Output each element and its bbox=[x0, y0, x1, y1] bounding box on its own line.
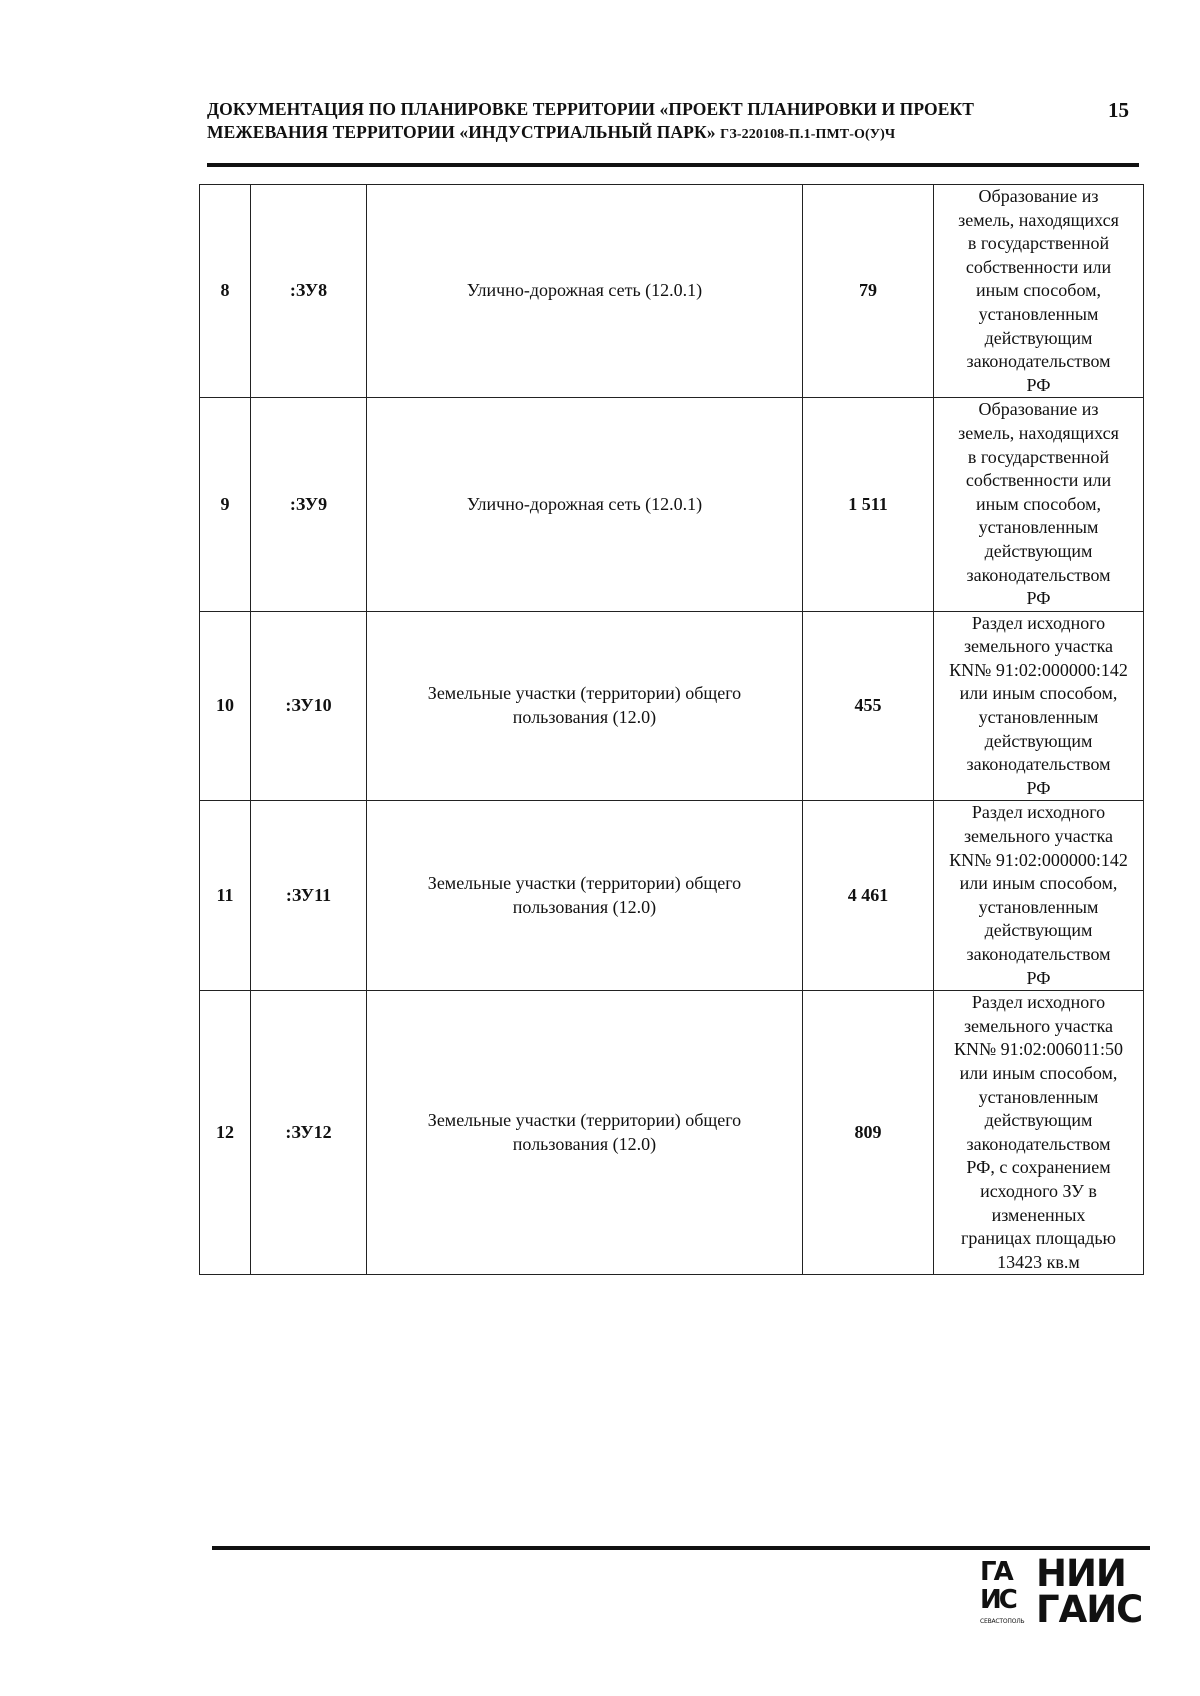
permitted-use-cell-line: пользования (12.0) bbox=[512, 1133, 657, 1154]
formation-method-cell bbox=[934, 398, 1144, 611]
formation-method-cell-line: РФ bbox=[1026, 777, 1051, 798]
permitted-use-cell bbox=[367, 398, 803, 611]
document-title-line-2-text: МЕЖЕВАНИЯ ТЕРРИТОРИИ «ИНДУСТРИАЛЬНЫЙ ПАРК» bbox=[207, 122, 716, 142]
area-cell: 79 bbox=[803, 185, 934, 398]
document-title-line-2 bbox=[207, 121, 1067, 146]
plot-code-cell: :ЗУ10 bbox=[251, 611, 367, 801]
table-body bbox=[200, 185, 1144, 1275]
document-title bbox=[207, 98, 1067, 146]
plot-code-cell: :ЗУ8 bbox=[251, 185, 367, 398]
table-row bbox=[200, 991, 1144, 1275]
plot-code-cell: :ЗУ11 bbox=[251, 801, 367, 991]
formation-method-cell-line: установленным bbox=[978, 1086, 1099, 1107]
logo-text bbox=[1036, 1552, 1150, 1631]
formation-method-cell-line: действующим bbox=[984, 1110, 1093, 1131]
permitted-use-cell-line: Земельные участки (территории) общего bbox=[427, 1110, 742, 1131]
formation-method-cell-line: законодательством bbox=[966, 564, 1111, 585]
formation-method-cell-line: действующим bbox=[984, 327, 1093, 348]
formation-method-cell-line: земельного участка bbox=[963, 1015, 1114, 1036]
footer-divider bbox=[212, 1546, 1150, 1550]
formation-method-cell-line: исходного ЗУ в bbox=[980, 1180, 1097, 1201]
formation-method-cell-line: законодательством bbox=[966, 754, 1111, 775]
formation-method-cell bbox=[934, 185, 1144, 398]
formation-method-cell-line: установленным bbox=[978, 517, 1099, 538]
formation-method-cell-line: земельного участка bbox=[963, 636, 1114, 657]
formation-method-cell-line: земельного участка bbox=[963, 826, 1114, 847]
formation-method-cell-line: РФ bbox=[1026, 967, 1051, 988]
table-row bbox=[200, 398, 1144, 611]
table-row bbox=[200, 801, 1144, 991]
permitted-use-cell-line: Земельные участки (территории) общего bbox=[427, 683, 742, 704]
formation-method-cell-line: или иным способом, bbox=[959, 873, 1118, 894]
formation-method-cell-line: установленным bbox=[978, 707, 1099, 728]
logo-caption: СЕВАСТОПОЛЬ bbox=[980, 1618, 1025, 1625]
permitted-use-cell bbox=[367, 801, 803, 991]
formation-method-cell-line: измененных bbox=[991, 1204, 1086, 1225]
area-cell: 455 bbox=[803, 611, 934, 801]
area-cell: 1 511 bbox=[803, 398, 934, 611]
permitted-use-cell-line: Улично-дорожная сеть (12.0.1) bbox=[466, 280, 703, 301]
plot-code-cell: :ЗУ12 bbox=[251, 991, 367, 1275]
nii-gais-logo bbox=[980, 1552, 1150, 1631]
formation-method-cell bbox=[934, 991, 1144, 1275]
permitted-use-cell-line: Улично-дорожная сеть (12.0.1) bbox=[466, 493, 703, 514]
formation-method-cell-line: собственности или bbox=[965, 470, 1112, 491]
header-divider bbox=[207, 163, 1139, 167]
formation-method-cell-line: Образование из bbox=[978, 399, 1099, 420]
formation-method-cell-line: установленным bbox=[978, 303, 1099, 324]
formation-method-cell-line: иным способом, bbox=[975, 280, 1101, 301]
formation-method-cell-line: или иным способом, bbox=[959, 683, 1118, 704]
row-number-cell: 8 bbox=[200, 185, 251, 398]
logo-mark-top: ГА bbox=[980, 1557, 1011, 1587]
document-code: ГЗ-220108-П.1-ПМТ-О(У)Ч bbox=[720, 127, 896, 142]
formation-method-cell-line: земель, находящихся bbox=[958, 422, 1119, 443]
formation-method-cell-line: собственности или bbox=[965, 256, 1112, 277]
area-cell: 809 bbox=[803, 991, 934, 1275]
formation-method-cell-line: Раздел исходного bbox=[971, 992, 1106, 1013]
formation-method-cell-line: действующим bbox=[984, 730, 1093, 751]
formation-method-cell-line: установленным bbox=[978, 896, 1099, 917]
formation-method-cell-line: КN№ 91:02:000000:142 bbox=[949, 849, 1128, 870]
table-row bbox=[200, 185, 1144, 398]
permitted-use-cell-line: Земельные участки (территории) общего bbox=[427, 873, 742, 894]
row-number-cell: 12 bbox=[200, 991, 251, 1275]
permitted-use-cell bbox=[367, 611, 803, 801]
logo-mark-bottom: ИС bbox=[980, 1585, 1015, 1615]
document-title-line-1: ДОКУМЕНТАЦИЯ ПО ПЛАНИРОВКЕ ТЕРРИТОРИИ «ПРОЕКТ ПЛАНИРОВКИ И ПРОЕКТ bbox=[207, 99, 975, 119]
logo-text-line-1: НИИ bbox=[1036, 1552, 1126, 1595]
formation-method-cell-line: КN№ 91:02:006011:50 bbox=[953, 1039, 1123, 1060]
permitted-use-cell-line: пользования (12.0) bbox=[512, 896, 657, 917]
formation-method-cell-line: в государственной bbox=[967, 233, 1110, 254]
logo-mark bbox=[980, 1558, 1030, 1622]
formation-method-cell-line: земель, находящихся bbox=[958, 209, 1119, 230]
formation-method-cell-line: Раздел исходного bbox=[971, 802, 1106, 823]
table-row bbox=[200, 611, 1144, 801]
page-number: 15 bbox=[1108, 98, 1129, 122]
formation-method-cell-line: РФ bbox=[1026, 374, 1051, 395]
formation-method-cell-line: законодательством bbox=[966, 944, 1111, 964]
formation-method-cell-line: законодательством bbox=[966, 351, 1111, 372]
row-number-cell: 10 bbox=[200, 611, 251, 801]
formation-method-cell-line: Раздел исходного bbox=[971, 612, 1106, 633]
row-number-cell: 11 bbox=[200, 801, 251, 991]
formation-method-cell bbox=[934, 801, 1144, 991]
permitted-use-cell bbox=[367, 185, 803, 398]
area-cell: 4 461 bbox=[803, 801, 934, 991]
row-number-cell: 9 bbox=[200, 398, 251, 611]
permitted-use-cell bbox=[367, 991, 803, 1275]
formation-method-cell-line: Образование из bbox=[978, 186, 1099, 206]
formation-method-cell bbox=[934, 611, 1144, 801]
logo-text-line-2: ГАИС bbox=[1036, 1588, 1143, 1631]
formation-method-cell-line: в государственной bbox=[967, 446, 1110, 467]
formation-method-cell-line: РФ bbox=[1026, 588, 1051, 609]
formation-method-cell-line: КN№ 91:02:000000:142 bbox=[949, 659, 1128, 680]
formation-method-cell-line: или иным способом, bbox=[959, 1062, 1118, 1083]
permitted-use-cell-line: пользования (12.0) bbox=[512, 707, 657, 728]
formation-method-cell-line: 13423 кв.м bbox=[997, 1251, 1080, 1272]
formation-method-cell-line: РФ, с сохранением bbox=[966, 1157, 1111, 1178]
plot-code-cell: :ЗУ9 bbox=[251, 398, 367, 611]
land-plots-table bbox=[199, 184, 1144, 1275]
formation-method-cell-line: действующим bbox=[984, 920, 1093, 941]
formation-method-cell-line: законодательством bbox=[966, 1133, 1111, 1154]
formation-method-cell-line: границах площадью bbox=[960, 1228, 1117, 1249]
formation-method-cell-line: иным способом, bbox=[975, 493, 1101, 514]
formation-method-cell-line: действующим bbox=[984, 540, 1093, 561]
